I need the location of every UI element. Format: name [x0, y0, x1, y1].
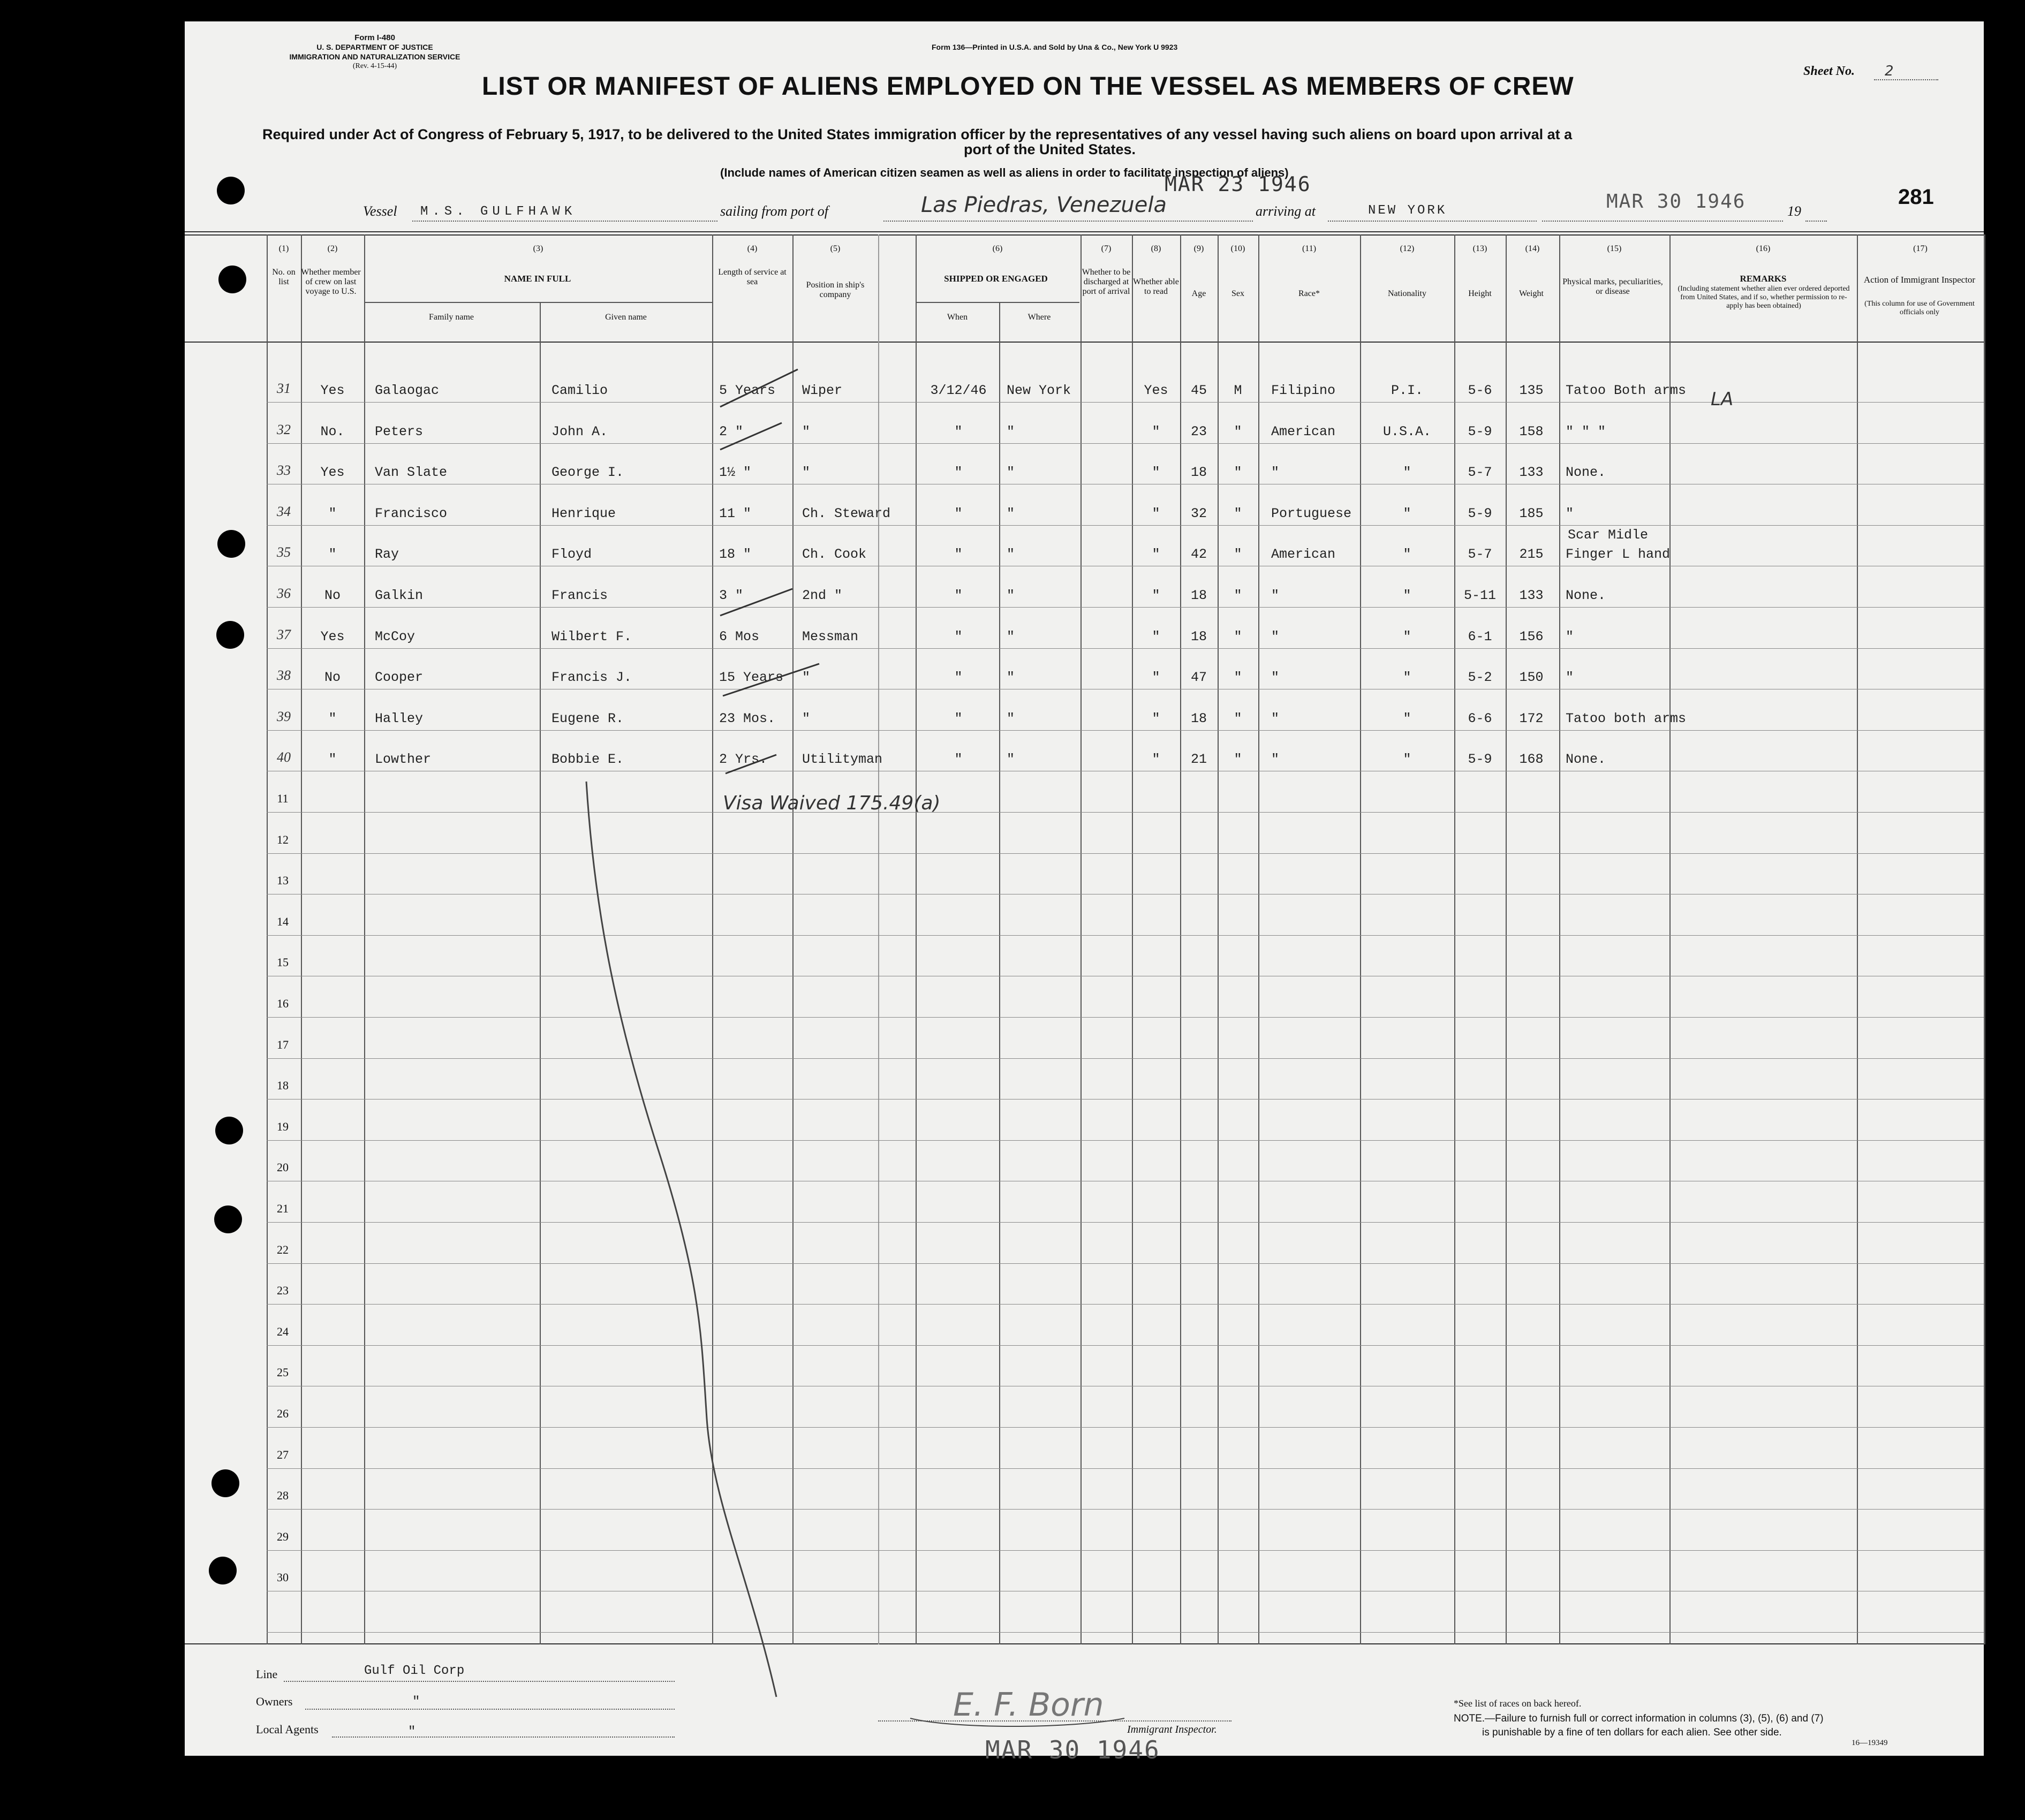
cell-marks: Finger L hand — [1566, 547, 1671, 563]
cell-service: 2 " — [719, 423, 744, 439]
col-header-discharged: Whether to be discharged at port of arrival — [1082, 268, 1131, 296]
department: U. S. DEPARTMENT OF JUSTICE — [316, 43, 433, 51]
line-number: 18 — [277, 1079, 289, 1093]
col-header-given-name: Given name — [605, 313, 647, 322]
sailing-label: sailing from port of — [720, 203, 829, 219]
cell-read: " — [1152, 588, 1160, 603]
arriving-label: arriving at — [1256, 203, 1316, 219]
col-header-nationality: Nationality — [1388, 289, 1426, 298]
cell-sex: M — [1234, 383, 1242, 398]
cell-no: 35 — [277, 544, 291, 560]
col-header-shipped: SHIPPED OR ENGAGED — [944, 274, 1048, 284]
cell-race: " — [1271, 465, 1280, 481]
owners-value: " — [412, 1695, 420, 1709]
date-stamp-top: MAR 23 1946 — [1165, 172, 1311, 196]
cell-age: 23 — [1190, 423, 1207, 439]
column-number: (16) — [1756, 244, 1771, 253]
cell-weight: 215 — [1519, 547, 1544, 563]
cell-height: 5-9 — [1468, 505, 1492, 521]
cell-height: 5-11 — [1463, 588, 1496, 603]
cell-weight: 150 — [1519, 670, 1544, 686]
col-header-prev-voyage: Whether member of crew on last voyage to U.S. — [301, 268, 361, 296]
cell-sex: " — [1234, 752, 1242, 768]
agents-value: " — [408, 1725, 416, 1739]
cell-nat: " — [1403, 465, 1411, 481]
cell-no: 32 — [277, 421, 291, 437]
cell-given: Bobbie E. — [551, 752, 624, 768]
line-number: 14 — [277, 914, 289, 928]
vessel-name: M.S. GULFHAWK — [420, 204, 577, 219]
cell-race: Filipino — [1271, 383, 1336, 398]
col-header-height: Height — [1468, 289, 1492, 298]
column-number: (17) — [1913, 244, 1928, 253]
column-number: (11) — [1302, 244, 1317, 253]
cell-marks: " — [1566, 505, 1574, 521]
cell-where: New York — [1007, 383, 1071, 398]
cell-prev: " — [328, 752, 337, 768]
cell-when: " — [954, 628, 963, 644]
cell-sex: " — [1234, 423, 1242, 439]
cell-nat: " — [1403, 588, 1411, 603]
col-header-weight: Weight — [1519, 289, 1544, 298]
cell-given: John A. — [551, 423, 608, 439]
cell-height: 5-2 — [1468, 670, 1492, 686]
cell-when: " — [954, 752, 963, 768]
line-number: 22 — [277, 1242, 289, 1256]
cell-height: 6-1 — [1468, 628, 1492, 644]
line-number: 11 — [277, 792, 289, 805]
col-header-service: Length of service at sea — [718, 268, 787, 286]
column-number: (2) — [327, 244, 338, 253]
la-mark: LA — [1711, 389, 1734, 410]
cell-height: 5-7 — [1468, 547, 1492, 563]
cell-service: 18 " — [719, 547, 752, 563]
agents-underline — [332, 1736, 675, 1738]
cell-family: Peters — [375, 423, 424, 439]
cell-weight: 135 — [1519, 383, 1544, 398]
cell-family: Galkin — [375, 588, 424, 603]
cell-given: Francis — [551, 588, 608, 603]
cell-position: " — [802, 423, 811, 439]
cell-marks: None. — [1566, 588, 1606, 603]
cell-read: " — [1152, 465, 1160, 481]
cell-given: Eugene R. — [551, 710, 624, 726]
cell-service: 1½ " — [719, 465, 752, 481]
cell-nat: " — [1403, 752, 1411, 768]
cell-where: " — [1007, 547, 1015, 563]
cell-when: " — [954, 505, 963, 521]
cell-age: 18 — [1190, 588, 1207, 603]
cell-read: " — [1152, 505, 1160, 521]
sheet-label: Sheet No. — [1803, 64, 1855, 78]
column-number: (3) — [533, 244, 543, 253]
line-number: 25 — [277, 1366, 289, 1379]
column-number: (13) — [1472, 244, 1487, 253]
cell-when: " — [954, 465, 963, 481]
cell-nat: " — [1403, 505, 1411, 521]
column-number: (9) — [1193, 244, 1204, 253]
cell-no: 39 — [277, 708, 291, 724]
cell-height: 5-6 — [1468, 383, 1492, 398]
cell-service: 3 " — [719, 588, 744, 603]
cell-nat: U.S.A. — [1382, 423, 1431, 439]
cell-sex: " — [1234, 505, 1242, 521]
cell-when: " — [954, 670, 963, 686]
cell-height: 5-9 — [1468, 423, 1492, 439]
cell-family: McCoy — [375, 628, 415, 644]
cell-prev: No — [324, 588, 341, 603]
column-number: (1) — [278, 244, 289, 253]
cell-where: " — [1007, 710, 1015, 726]
column-number: (12) — [1400, 244, 1415, 253]
cell-age: 42 — [1190, 547, 1207, 563]
owners-underline — [305, 1709, 675, 1710]
column-number: (7) — [1101, 244, 1112, 253]
cell-prev: Yes — [320, 383, 345, 398]
cell-race: Portuguese — [1271, 505, 1352, 521]
cell-marks: Tatoo both arms — [1566, 710, 1687, 726]
cell-nat: P.I. — [1391, 383, 1423, 398]
cell-no: 33 — [277, 462, 291, 479]
cell-prev: No. — [320, 423, 345, 439]
col-header-sex: Sex — [1231, 289, 1244, 298]
cell-where: " — [1007, 670, 1015, 686]
col-header-marks: Physical marks, peculiarities, or disease — [1562, 277, 1663, 296]
cell-prev: Yes — [320, 628, 345, 644]
line-number: 16 — [277, 997, 289, 1010]
cell-sex: " — [1234, 710, 1242, 726]
cell-position: Utilityman — [802, 752, 883, 768]
line-value: Gulf Oil Corp — [364, 1664, 465, 1678]
column-number: (5) — [830, 244, 841, 253]
cell-prev: Yes — [320, 465, 345, 481]
cell-given: Wilbert F. — [551, 628, 632, 644]
inspector-underline — [878, 1720, 1231, 1722]
cell-position: " — [802, 710, 811, 726]
cell-given: Henrique — [551, 505, 616, 521]
cell-age: 21 — [1190, 752, 1207, 768]
form-revision: (Rev. 4-15-44) — [352, 62, 397, 70]
cell-service: 11 " — [719, 505, 752, 521]
include-note: (Include names of American citizen seamen as well as aliens in order to facilitate inspection of aliens) — [720, 166, 1289, 179]
col-header-action-note: (This column for use of Government officials only — [1864, 300, 1975, 316]
ditto-check — [720, 589, 792, 616]
cell-when: 3/12/46 — [930, 383, 987, 398]
sheet-number: 2 — [1885, 63, 1894, 79]
cell-no: 40 — [277, 749, 291, 765]
line-number: 21 — [277, 1202, 289, 1215]
cell-position: " — [802, 670, 811, 686]
cell-where: " — [1007, 752, 1015, 768]
cell-family: Lowther — [375, 752, 432, 768]
cell-no: 34 — [277, 503, 291, 519]
required-line-2: port of the United States. — [964, 141, 1136, 157]
cell-position: Ch. Cook — [802, 547, 867, 563]
year-label: 19 — [1787, 203, 1801, 219]
cell-race: " — [1271, 628, 1280, 644]
port-to: NEW YORK — [1368, 203, 1447, 218]
cell-marks: None. — [1566, 752, 1606, 768]
form-code: 16—19349 — [1852, 1739, 1888, 1747]
cell-race: " — [1271, 710, 1280, 726]
line-label: Line — [256, 1667, 278, 1681]
cell-read: " — [1152, 670, 1160, 686]
cell-when: " — [954, 710, 963, 726]
cell-sex: " — [1234, 465, 1242, 481]
cell-weight: 158 — [1519, 423, 1544, 439]
column-number: (4) — [747, 244, 758, 253]
col-header-when: When — [947, 313, 968, 322]
cell-service: 5 Years — [719, 383, 776, 398]
printer-line: Form 136—Printed in U.S.A. and Sold by Una & Co., New York U 9923 — [932, 43, 1178, 51]
col-header-read: Whether able to read — [1133, 277, 1179, 296]
cell-read: " — [1152, 628, 1160, 644]
cell-family: Van Slate — [375, 465, 448, 481]
cell-given: George I. — [551, 465, 624, 481]
cell-age: 47 — [1190, 670, 1207, 686]
line-number: 19 — [277, 1119, 289, 1133]
cell-nat: " — [1403, 670, 1411, 686]
cell-where: " — [1007, 465, 1015, 481]
cell-family: Halley — [375, 710, 424, 726]
cell-given: Camilio — [551, 383, 608, 398]
cell-read: Yes — [1144, 383, 1168, 398]
cell-service: 2 Yrs. — [719, 752, 768, 768]
cell-no: 31 — [277, 381, 291, 396]
cell-marks: " " " — [1566, 423, 1606, 439]
cell-no: 36 — [277, 586, 291, 601]
col-header-family-name: Family name — [429, 313, 474, 322]
cell-weight: 185 — [1519, 505, 1544, 521]
cell-race: American — [1271, 547, 1336, 563]
cell-where: " — [1007, 588, 1015, 603]
cell-position: Wiper — [802, 383, 843, 398]
cell-age: 18 — [1190, 710, 1207, 726]
cell-height: 5-7 — [1468, 465, 1492, 481]
inspector-label: Immigrant Inspector. — [1127, 1724, 1217, 1735]
line-number: 23 — [277, 1284, 289, 1298]
line-number: 20 — [277, 1161, 289, 1174]
line-number: 17 — [277, 1037, 289, 1051]
cell-height: 5-9 — [1468, 752, 1492, 768]
line-number: 28 — [277, 1489, 289, 1503]
service-name: IMMIGRATION AND NATURALIZATION SERVICE — [289, 52, 460, 61]
col-header-name: NAME IN FULL — [504, 274, 571, 284]
cell-prev: " — [328, 710, 337, 726]
cell-weight: 133 — [1519, 588, 1544, 603]
cell-age: 18 — [1190, 465, 1207, 481]
cell-race: American — [1271, 423, 1336, 439]
cell-where: " — [1007, 505, 1015, 521]
cell-prev: No — [324, 670, 341, 686]
agents-label: Local Agents — [256, 1723, 319, 1736]
cell-marks: " — [1566, 628, 1574, 644]
required-line-1: Required under Act of Congress of February 5, 1917, to be delivered to the United States immigration officer by the representatives of any vessel having such aliens on board upon arrival at a — [262, 126, 1573, 142]
cell-weight: 156 — [1519, 628, 1544, 644]
cell-marks: Tatoo Both arms — [1566, 383, 1687, 398]
line-number: 13 — [277, 874, 289, 888]
cell-read: " — [1152, 710, 1160, 726]
note-line-1: NOTE.—Failure to furnish full or correct information in columns (3), (5), (6) and (7) — [1454, 1713, 1824, 1724]
column-number: (15) — [1607, 244, 1622, 253]
cell-weight: 172 — [1519, 710, 1544, 726]
cell-weight: 168 — [1519, 752, 1544, 768]
cell-height: 6-6 — [1468, 710, 1492, 726]
cell-read: " — [1152, 752, 1160, 768]
cell-no: 37 — [277, 626, 291, 642]
date-stamp-arrival: MAR 30 1946 — [1606, 191, 1746, 213]
form-number: Form I-480 — [354, 33, 395, 42]
note-line-2: is punishable by a fine of ten dollars for each alien. See other side. — [1482, 1727, 1782, 1738]
date-stamp-bottom: MAR 30 1946 — [985, 1735, 1160, 1764]
cell-position: Ch. Steward — [802, 505, 891, 521]
cell-given: Floyd — [551, 547, 592, 563]
cell-nat: " — [1403, 547, 1411, 563]
cell-sex: " — [1234, 588, 1242, 603]
col-header-race: Race* — [1298, 289, 1320, 298]
ditto-check — [726, 755, 776, 774]
form-title: LIST OR MANIFEST OF ALIENS EMPLOYED ON THE VESSEL AS MEMBERS OF CREW — [482, 72, 1574, 101]
cell-prev: " — [328, 505, 337, 521]
cell-nat: " — [1403, 710, 1411, 726]
cell-sex: " — [1234, 547, 1242, 563]
cell-family: Galaogac — [375, 383, 440, 398]
line-number: 12 — [277, 832, 289, 846]
cell-age: 32 — [1190, 505, 1207, 521]
line-number: 24 — [277, 1324, 289, 1338]
cell-service: 6 Mos — [719, 628, 760, 644]
cell-service: 23 Mos. — [719, 710, 776, 726]
cell-marks: None. — [1566, 465, 1606, 481]
cell-marks-line1: Scar Midle — [1568, 527, 1649, 543]
line-number: 26 — [277, 1407, 289, 1420]
cell-weight: 133 — [1519, 465, 1544, 481]
cell-marks: " — [1566, 670, 1574, 686]
cell-position: 2nd " — [802, 588, 843, 603]
cell-nat: " — [1403, 628, 1411, 644]
cell-when: " — [954, 423, 963, 439]
cell-position: Messman — [802, 628, 859, 644]
races-note: *See list of races on back hereof. — [1454, 1698, 1582, 1709]
cell-where: " — [1007, 628, 1015, 644]
column-number: (6) — [992, 244, 1003, 253]
col-header-age: Age — [1191, 289, 1206, 298]
long-pencil-line — [586, 782, 776, 1697]
cell-family: Ray — [375, 547, 399, 563]
cell-family: Francisco — [375, 505, 448, 521]
cell-race: " — [1271, 588, 1280, 603]
cell-service: 15 Years — [719, 670, 784, 686]
owners-label: Owners — [256, 1695, 293, 1708]
col-header-remarks: REMARKS — [1740, 274, 1787, 284]
line-number: 15 — [277, 956, 289, 969]
cell-where: " — [1007, 423, 1015, 439]
cell-prev: " — [328, 547, 337, 563]
cell-position: " — [802, 465, 811, 481]
cell-race: " — [1271, 752, 1280, 768]
col-header-remarks-note: (Including statement whether alien ever ordered deported from United States, and if so, whether permission to re-apply has been obtained) — [1678, 285, 1850, 310]
cell-race: " — [1271, 670, 1280, 686]
cell-read: " — [1152, 423, 1160, 439]
col-header-where: Where — [1027, 313, 1051, 322]
cell-read: " — [1152, 547, 1160, 563]
cell-age: 45 — [1190, 383, 1207, 398]
line-number: 29 — [277, 1529, 289, 1543]
ditto-check — [720, 369, 798, 407]
port-from: Las Piedras, Venezuela — [921, 193, 1167, 217]
column-number: (10) — [1230, 244, 1245, 253]
cell-given: Francis J. — [551, 670, 632, 686]
ditto-check — [723, 664, 819, 696]
cell-sex: " — [1234, 670, 1242, 686]
cell-age: 18 — [1190, 628, 1207, 644]
line-number: 27 — [277, 1447, 289, 1461]
cell-when: " — [954, 547, 963, 563]
col-header-no: No. on list — [272, 268, 296, 286]
col-header-position: Position in ship's company — [806, 280, 865, 299]
page-number: 281 — [1898, 185, 1934, 209]
cell-family: Cooper — [375, 670, 424, 686]
visa-waived-note: Visa Waived 175.49(a) — [723, 792, 941, 814]
cell-no: 38 — [277, 668, 291, 684]
cell-when: " — [954, 588, 963, 603]
vessel-label: Vessel — [363, 203, 397, 219]
column-number: (14) — [1525, 244, 1540, 253]
inspector-signature: E. F. Born — [953, 1686, 1104, 1724]
line-underline — [284, 1681, 675, 1682]
col-header-action: Action of Immigrant Inspector — [1863, 275, 1976, 285]
ditto-check — [720, 423, 782, 450]
line-number: 30 — [277, 1571, 289, 1584]
cell-sex: " — [1234, 628, 1242, 644]
column-number: (8) — [1151, 244, 1161, 253]
